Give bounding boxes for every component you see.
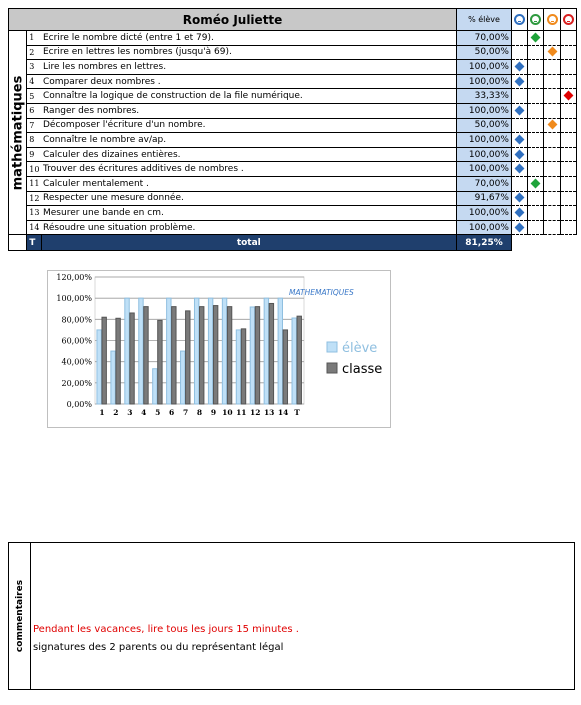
chart-title: MATHEMATIQUES — [289, 288, 354, 297]
bar-eleve — [167, 298, 171, 404]
x-tick-label: 5 — [155, 408, 161, 417]
level-marker-icon — [547, 120, 557, 130]
skill-number: 7 — [27, 118, 41, 133]
bar-classe — [116, 318, 120, 404]
skill-row — [9, 176, 577, 191]
x-tick-label: 8 — [196, 408, 203, 417]
x-tick-label: T — [294, 408, 300, 417]
skill-percent: 33,33% — [457, 89, 512, 104]
bar-classe — [158, 320, 162, 404]
level-marker-icon — [531, 178, 541, 188]
skill-number: 9 — [27, 147, 41, 162]
bar-classe — [255, 307, 259, 404]
skill-number: 11 — [27, 176, 41, 191]
bar-eleve — [111, 351, 115, 404]
very-happy-face-icon — [514, 14, 525, 25]
bar-eleve — [264, 298, 268, 404]
subject-label: mathématiques — [10, 75, 26, 191]
bar-classe — [186, 311, 190, 404]
skill-percent: 70,00% — [457, 31, 512, 46]
legend-swatch — [327, 342, 337, 352]
level-marker-icon — [515, 76, 525, 86]
skill-label: Lire les nombres en lettres. — [41, 60, 457, 75]
skill-row — [9, 103, 577, 118]
skill-percent: 70,00% — [457, 176, 512, 191]
comment-signatures: signatures des 2 parents ou du représentant légal — [33, 642, 284, 653]
x-tick-label: 3 — [127, 408, 133, 417]
bar-eleve — [181, 351, 185, 404]
skill-row — [9, 191, 577, 206]
skill-label: Connaître le nombre av/ap. — [41, 133, 457, 148]
y-tick-label: 120,00% — [56, 273, 92, 282]
skill-percent: 100,00% — [457, 60, 512, 75]
student-name: Roméo Juliette — [9, 9, 457, 31]
skill-label: Calculer mentalement . — [41, 176, 457, 191]
happy-face-icon — [530, 14, 541, 25]
skill-percent: 100,00% — [457, 147, 512, 162]
skill-row — [9, 147, 577, 162]
skill-number: 10 — [27, 162, 41, 177]
skill-label: Respecter une mesure donnée. — [41, 191, 457, 206]
skill-row — [9, 220, 577, 235]
level-marker-icon — [515, 149, 525, 159]
level-marker-icon — [515, 193, 525, 203]
skill-label: Résoudre une situation problème. — [41, 220, 457, 235]
sad-face-icon — [563, 14, 574, 25]
skill-row — [9, 31, 577, 46]
skill-percent: 100,00% — [457, 220, 512, 235]
skill-number: 2 — [27, 45, 41, 60]
x-tick-label: 11 — [236, 408, 247, 417]
skill-row — [9, 206, 577, 221]
skill-percent: 91,67% — [457, 191, 512, 206]
level-marker-icon — [547, 47, 557, 57]
bar-eleve — [222, 298, 226, 404]
x-tick-label: 1 — [99, 408, 105, 417]
x-tick-label: 9 — [210, 408, 217, 417]
skill-number: 1 — [27, 31, 41, 46]
skills-table — [8, 8, 577, 251]
neutral-face-icon — [547, 14, 558, 25]
skill-label: Décomposer l'écriture d'un nombre. — [41, 118, 457, 133]
bar-eleve — [208, 298, 212, 404]
comment-holiday-reading: Pendant les vacances, lire tous les jours 15 minutes . — [33, 624, 299, 635]
legend-swatch — [327, 363, 337, 373]
skill-row — [9, 60, 577, 75]
bar-eleve — [278, 298, 282, 404]
skill-number: 6 — [27, 103, 41, 118]
bar-classe — [172, 307, 176, 404]
skill-row — [9, 118, 577, 133]
level-marker-icon — [531, 32, 541, 42]
x-tick-label: 7 — [182, 408, 189, 417]
level-marker-icon — [515, 105, 525, 115]
x-tick-label: 6 — [169, 408, 175, 417]
bar-classe — [297, 316, 301, 404]
skill-label: Connaître la logique de construction de la file numérique. — [41, 89, 457, 104]
bar-eleve — [236, 330, 240, 404]
bar-classe — [200, 307, 204, 404]
legend-label: classe — [342, 362, 383, 377]
y-tick-label: 80,00% — [61, 315, 92, 325]
eleve-column-header: % élève — [457, 9, 512, 31]
skill-row — [9, 162, 577, 177]
skill-percent: 50,00% — [457, 45, 512, 60]
y-tick-label: 0,00% — [66, 400, 92, 409]
y-tick-label: 20,00% — [61, 378, 92, 388]
total-letter: T — [27, 235, 41, 251]
bar-chart — [48, 271, 392, 429]
x-tick-label: 4 — [141, 408, 147, 417]
level-marker-icon — [515, 207, 525, 217]
skill-label: Mesurer une bande en cm. — [41, 206, 457, 221]
bar-classe — [241, 329, 245, 404]
skill-row — [9, 89, 577, 104]
skill-percent: 100,00% — [457, 103, 512, 118]
skill-label: Comparer deux nombres . — [41, 74, 457, 89]
y-tick-label: 60,00% — [61, 336, 92, 346]
evaluation-sheet — [8, 8, 577, 251]
chart-container — [47, 270, 391, 428]
skill-percent: 100,00% — [457, 206, 512, 221]
bar-eleve — [250, 307, 254, 404]
skill-number: 5 — [27, 89, 41, 104]
x-tick-label: 2 — [113, 408, 119, 417]
skill-number: 4 — [27, 74, 41, 89]
skill-percent: 100,00% — [457, 74, 512, 89]
skill-label: Ranger des nombres. — [41, 103, 457, 118]
x-tick-label: 12 — [250, 408, 261, 417]
comments-box — [8, 542, 575, 690]
skill-number: 13 — [27, 206, 41, 221]
skill-number: 3 — [27, 60, 41, 75]
bar-eleve — [194, 298, 198, 404]
skill-label: Ecrire le nombre dicté (entre 1 et 79). — [41, 31, 457, 46]
bar-classe — [102, 317, 106, 404]
skill-label: Trouver des écritures additives de nombres . — [41, 162, 457, 177]
level-marker-icon — [515, 222, 525, 232]
skill-row — [9, 74, 577, 89]
skill-percent: 100,00% — [457, 162, 512, 177]
y-tick-label: 40,00% — [61, 357, 92, 367]
bar-eleve — [153, 369, 157, 404]
x-tick-label: 13 — [263, 408, 275, 417]
comments-label: commentaires — [14, 579, 25, 653]
skill-number: 8 — [27, 133, 41, 148]
legend-label: élève — [342, 341, 378, 356]
bar-classe — [213, 306, 217, 404]
total-percent: 81,25% — [457, 235, 512, 251]
bar-eleve — [125, 298, 129, 404]
x-tick-label: 10 — [222, 408, 233, 417]
header-row — [9, 9, 577, 31]
skill-percent: 100,00% — [457, 133, 512, 148]
skill-label: Ecrire en lettres les nombres (jusqu'à 69). — [41, 45, 457, 60]
level-marker-icon — [515, 62, 525, 72]
skill-number: 14 — [27, 220, 41, 235]
level-marker-icon — [515, 135, 525, 145]
bar-eleve — [292, 318, 296, 404]
skill-row — [9, 133, 577, 148]
bar-classe — [283, 330, 287, 404]
bar-classe — [227, 307, 231, 404]
skill-percent: 50,00% — [457, 118, 512, 133]
bar-eleve — [97, 330, 101, 404]
bar-classe — [144, 307, 148, 404]
bar-classe — [130, 313, 134, 404]
y-tick-label: 100,00% — [56, 294, 92, 304]
bar-classe — [269, 303, 273, 404]
skill-label: Calculer des dizaines entières. — [41, 147, 457, 162]
total-label: total — [41, 235, 457, 251]
x-tick-label: 14 — [277, 408, 289, 417]
total-row — [9, 235, 577, 251]
level-marker-icon — [563, 91, 573, 101]
skill-row — [9, 45, 577, 60]
skill-number: 12 — [27, 191, 41, 206]
level-marker-icon — [515, 164, 525, 174]
bar-eleve — [139, 298, 143, 404]
